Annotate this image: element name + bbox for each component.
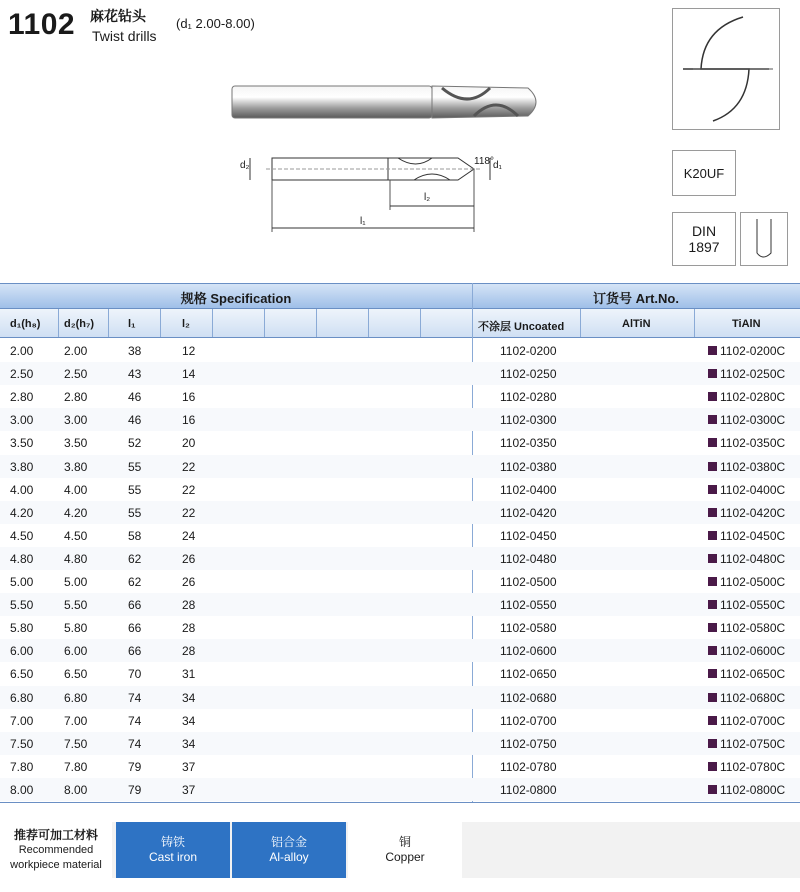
table-cell: 52	[128, 436, 142, 451]
table-cell: 8.00	[64, 782, 88, 797]
table-cell: 4.20	[64, 505, 88, 520]
coating-marker-icon	[708, 392, 717, 401]
table-cell: 46	[128, 390, 142, 405]
col-tialn: TiAlN	[732, 318, 761, 330]
table-row	[0, 478, 800, 501]
table-cell: 5.80	[10, 621, 34, 636]
product-code: 1102	[8, 8, 76, 41]
table-cell: 2.00	[64, 344, 88, 358]
table-cell: 1102-0750C	[720, 736, 786, 751]
table-cell: 1102-0280C	[720, 390, 786, 405]
table-row	[0, 408, 800, 431]
table-cell: 62	[128, 575, 142, 589]
material-en: Cast iron	[148, 850, 198, 864]
table-cell: 1102-0550	[500, 598, 557, 613]
product-title-en: Twist drills	[92, 28, 157, 44]
shank-icon	[741, 213, 787, 265]
materials-label-en-2: workpiece material	[10, 858, 102, 871]
col-l1: l₁	[128, 318, 136, 330]
table-cell: 22	[182, 505, 196, 520]
table-cell: 1102-0780C	[720, 759, 786, 774]
coating-marker-icon	[708, 554, 717, 563]
shank-type-box	[740, 212, 788, 266]
col-uncoated: 不涂层 Uncoated	[478, 321, 565, 333]
table-cell: 1102-0580C	[720, 621, 786, 636]
table-cell: 2.80	[10, 390, 34, 405]
table-cell: 26	[182, 575, 196, 589]
table-cell: 34	[182, 690, 196, 705]
tool-grade-box	[672, 150, 736, 196]
table-cell: 5.80	[64, 621, 88, 636]
table-cell: 26	[182, 551, 196, 566]
coating-marker-icon	[708, 415, 717, 424]
col-d1: d₁(h₈)	[10, 318, 41, 330]
table-cell: 4.50	[64, 528, 88, 543]
coating-marker-icon	[708, 577, 717, 586]
specification-title: 规格 Specification	[180, 291, 292, 306]
table-cell: 34	[182, 713, 196, 728]
table-cell: 1102-0420C	[720, 505, 786, 520]
table-cell: 22	[182, 482, 196, 497]
table-bottom-line	[0, 802, 800, 803]
table-cell: 1102-0750	[500, 736, 557, 751]
divider	[264, 309, 265, 337]
table-row	[0, 455, 800, 478]
table-cell: 3.00	[64, 413, 88, 428]
table-cell: 8.00	[10, 782, 34, 797]
table-cell: 66	[128, 621, 142, 636]
label-l2: l₂	[424, 192, 431, 203]
table-cell: 55	[128, 459, 142, 474]
table-cell: 1102-0650C	[720, 667, 786, 682]
table-row	[0, 778, 800, 801]
coating-marker-icon	[708, 531, 717, 540]
table-cell: 1102-0680	[500, 690, 557, 705]
din-label: DIN	[691, 223, 717, 239]
drill-technical-drawing	[236, 140, 506, 240]
divider	[316, 309, 317, 337]
material-cast-iron	[116, 822, 230, 878]
table-cell: 16	[182, 413, 196, 428]
table-cell: 3.50	[64, 436, 88, 451]
drill-point-view	[672, 8, 780, 130]
table-cell: 5.50	[64, 598, 88, 613]
coating-marker-icon	[708, 762, 717, 771]
table-cell: 28	[182, 621, 196, 636]
table-cell: 4.00	[64, 482, 88, 497]
table-cell: 28	[182, 598, 196, 613]
table-cell: 1102-0400C	[720, 482, 786, 497]
table-row	[0, 732, 800, 755]
table-cell: 2.50	[64, 367, 88, 382]
divider	[160, 309, 161, 337]
table-cell: 1102-0200C	[720, 344, 786, 358]
table-cell: 1102-0780	[500, 759, 557, 774]
coating-marker-icon	[708, 716, 717, 725]
material-cn: 铜	[398, 835, 411, 849]
materials-label	[0, 822, 112, 878]
table-cell: 4.80	[64, 551, 88, 566]
table-cell: 1102-0480C	[720, 551, 786, 566]
label-l1: l₁	[360, 216, 366, 227]
table-row	[0, 755, 800, 778]
table-cell: 1102-0450	[500, 528, 557, 543]
coating-marker-icon	[708, 485, 717, 494]
table-cell: 43	[128, 367, 142, 382]
table-cell: 66	[128, 598, 142, 613]
table-cell: 6.50	[10, 667, 34, 682]
col-altin: AlTiN	[622, 318, 651, 330]
table-cell: 74	[128, 690, 142, 705]
table-cell: 1102-0800C	[720, 782, 786, 797]
table-cell: 1102-0350C	[720, 436, 786, 451]
material-en: Al-alloy	[269, 850, 309, 864]
table-cell: 6.80	[10, 690, 34, 705]
table-cell: 2.80	[64, 390, 88, 405]
coating-marker-icon	[708, 785, 717, 794]
table-cell: 7.00	[10, 713, 34, 728]
divider	[580, 309, 581, 337]
table-cell: 1102-0250	[500, 367, 557, 382]
table-row	[0, 431, 800, 454]
table-cell: 79	[128, 782, 142, 797]
table-cell: 6.00	[10, 644, 34, 659]
materials-label-en-1: Recommended	[18, 843, 94, 856]
table-row	[0, 639, 800, 662]
table-cell: 31	[182, 667, 196, 682]
table-cell: 1102-0200	[500, 344, 557, 358]
table-cell: 28	[182, 644, 196, 659]
table-cell: 1102-0680C	[720, 690, 786, 705]
material-en: Copper	[385, 850, 425, 864]
col-l2: l₂	[182, 318, 190, 330]
table-row	[0, 362, 800, 385]
material-copper	[348, 822, 462, 878]
coating-marker-icon	[708, 462, 717, 471]
table-cell: 55	[128, 482, 142, 497]
table-cell: 1102-0300	[500, 413, 557, 428]
table-cell: 7.80	[10, 759, 34, 774]
table-cell: 3.00	[10, 413, 34, 428]
divider	[420, 309, 421, 337]
coating-marker-icon	[708, 508, 717, 517]
divider	[368, 309, 369, 337]
coating-marker-icon	[708, 600, 717, 609]
table-cell: 1102-0450C	[720, 528, 786, 543]
table-cell: 1102-0600C	[720, 644, 786, 659]
table-row	[0, 547, 800, 570]
table-cell: 1102-0800	[500, 782, 557, 797]
coating-marker-icon	[708, 739, 717, 748]
table-cell: 1102-0300C	[720, 413, 786, 428]
din-number: 1897	[688, 239, 720, 255]
table-cell: 1102-0400	[500, 482, 557, 497]
coating-marker-icon	[708, 669, 717, 678]
table-cell: 4.00	[10, 482, 34, 497]
table-cell: 1102-0700C	[720, 713, 786, 728]
table-cell: 16	[182, 390, 196, 405]
coating-marker-icon	[708, 623, 717, 632]
table-cell: 1102-0420	[500, 505, 557, 520]
table-row	[0, 686, 800, 709]
din-standard-box	[672, 212, 736, 266]
table-cell: 3.80	[10, 459, 34, 474]
coating-marker-icon	[708, 369, 717, 378]
table-cell: 7.50	[64, 736, 88, 751]
table-cell: 1102-0480	[500, 551, 557, 566]
table-cell: 79	[128, 759, 142, 774]
table-row	[0, 524, 800, 547]
table-cell: 7.80	[64, 759, 88, 774]
coating-marker-icon	[708, 346, 717, 355]
table-cell: 3.50	[10, 436, 34, 451]
table-cell: 1102-0550C	[720, 598, 786, 613]
table-cell: 6.00	[64, 644, 88, 659]
table-row	[0, 385, 800, 408]
table-row	[0, 709, 800, 732]
label-point-angle: 118°	[474, 156, 494, 167]
table-cell: 4.80	[10, 551, 34, 566]
coating-marker-icon	[708, 438, 717, 447]
table-cell: 37	[182, 759, 196, 774]
table-cell: 1102-0280	[500, 390, 557, 405]
table-row	[0, 570, 800, 593]
table-cell: 14	[182, 367, 196, 382]
table-row	[0, 339, 800, 362]
table-cell: 5.00	[10, 575, 34, 589]
table-cell: 4.50	[10, 528, 34, 543]
table-cell: 20	[182, 436, 196, 451]
table-cell: 12	[182, 344, 196, 358]
divider	[58, 309, 59, 337]
table-row	[0, 662, 800, 685]
table-cell: 37	[182, 782, 196, 797]
table-cell: 74	[128, 713, 142, 728]
table-cell: 66	[128, 644, 142, 659]
product-title-cn: 麻花钻头	[90, 8, 146, 24]
coating-marker-icon	[708, 646, 717, 655]
table-cell: 46	[128, 413, 142, 428]
materials-label-cn: 推荐可加工材料	[13, 827, 98, 842]
table-cell: 1102-0350	[500, 436, 557, 451]
table-cell: 7.50	[10, 736, 34, 751]
table-cell: 5.00	[64, 575, 88, 589]
table-cell: 4.20	[10, 505, 34, 520]
material-cn: 铝合金	[270, 835, 307, 849]
table-cell: 55	[128, 505, 142, 520]
table-cell: 1102-0500	[500, 575, 557, 589]
table-cell: 24	[182, 528, 196, 543]
table-cell: 22	[182, 459, 196, 474]
table-cell: 1102-0700	[500, 713, 557, 728]
table-cell: 6.50	[64, 667, 88, 682]
table-cell: 1102-0650	[500, 667, 557, 682]
table-cell: 1102-0380	[500, 459, 557, 474]
table-row	[0, 501, 800, 524]
label-d1: d₁	[493, 160, 502, 171]
drill-photo	[228, 80, 548, 124]
divider	[212, 309, 213, 337]
table-cell: 62	[128, 551, 142, 566]
divider	[108, 309, 109, 337]
table-cell: 2.00	[10, 344, 34, 358]
table-cell: 7.00	[64, 713, 88, 728]
tool-grade: K20UF	[683, 165, 725, 181]
table-cell: 1102-0500C	[720, 575, 786, 589]
table-cell: 1102-0580	[500, 621, 557, 636]
table-cell: 58	[128, 528, 142, 543]
table-cell: 6.80	[64, 690, 88, 705]
divider	[694, 309, 695, 337]
article-number-title: 订货号 Art.No.	[593, 291, 679, 306]
drill-point-icon	[673, 9, 779, 129]
table-row	[0, 616, 800, 639]
label-d2: d₂	[240, 160, 250, 171]
table-row	[0, 593, 800, 616]
table-cell: 3.80	[64, 459, 88, 474]
material-al-alloy	[232, 822, 346, 878]
table-cell: 1102-0380C	[720, 459, 786, 474]
col-d2: d₂(h₇)	[64, 318, 95, 330]
table-cell: 34	[182, 736, 196, 751]
table-cell: 1102-0600	[500, 644, 557, 659]
table-cell: 5.50	[10, 598, 34, 613]
diameter-range: (d₁ 2.00-8.00)	[176, 16, 255, 31]
table-cell: 70	[128, 667, 142, 682]
table-cell: 74	[128, 736, 142, 751]
table-cell: 38	[128, 344, 142, 358]
table-cell: 2.50	[10, 367, 34, 382]
column-header-band	[0, 309, 800, 338]
coating-marker-icon	[708, 693, 717, 702]
material-cn: 铸铁	[160, 835, 185, 849]
table-cell: 1102-0250C	[720, 367, 786, 382]
